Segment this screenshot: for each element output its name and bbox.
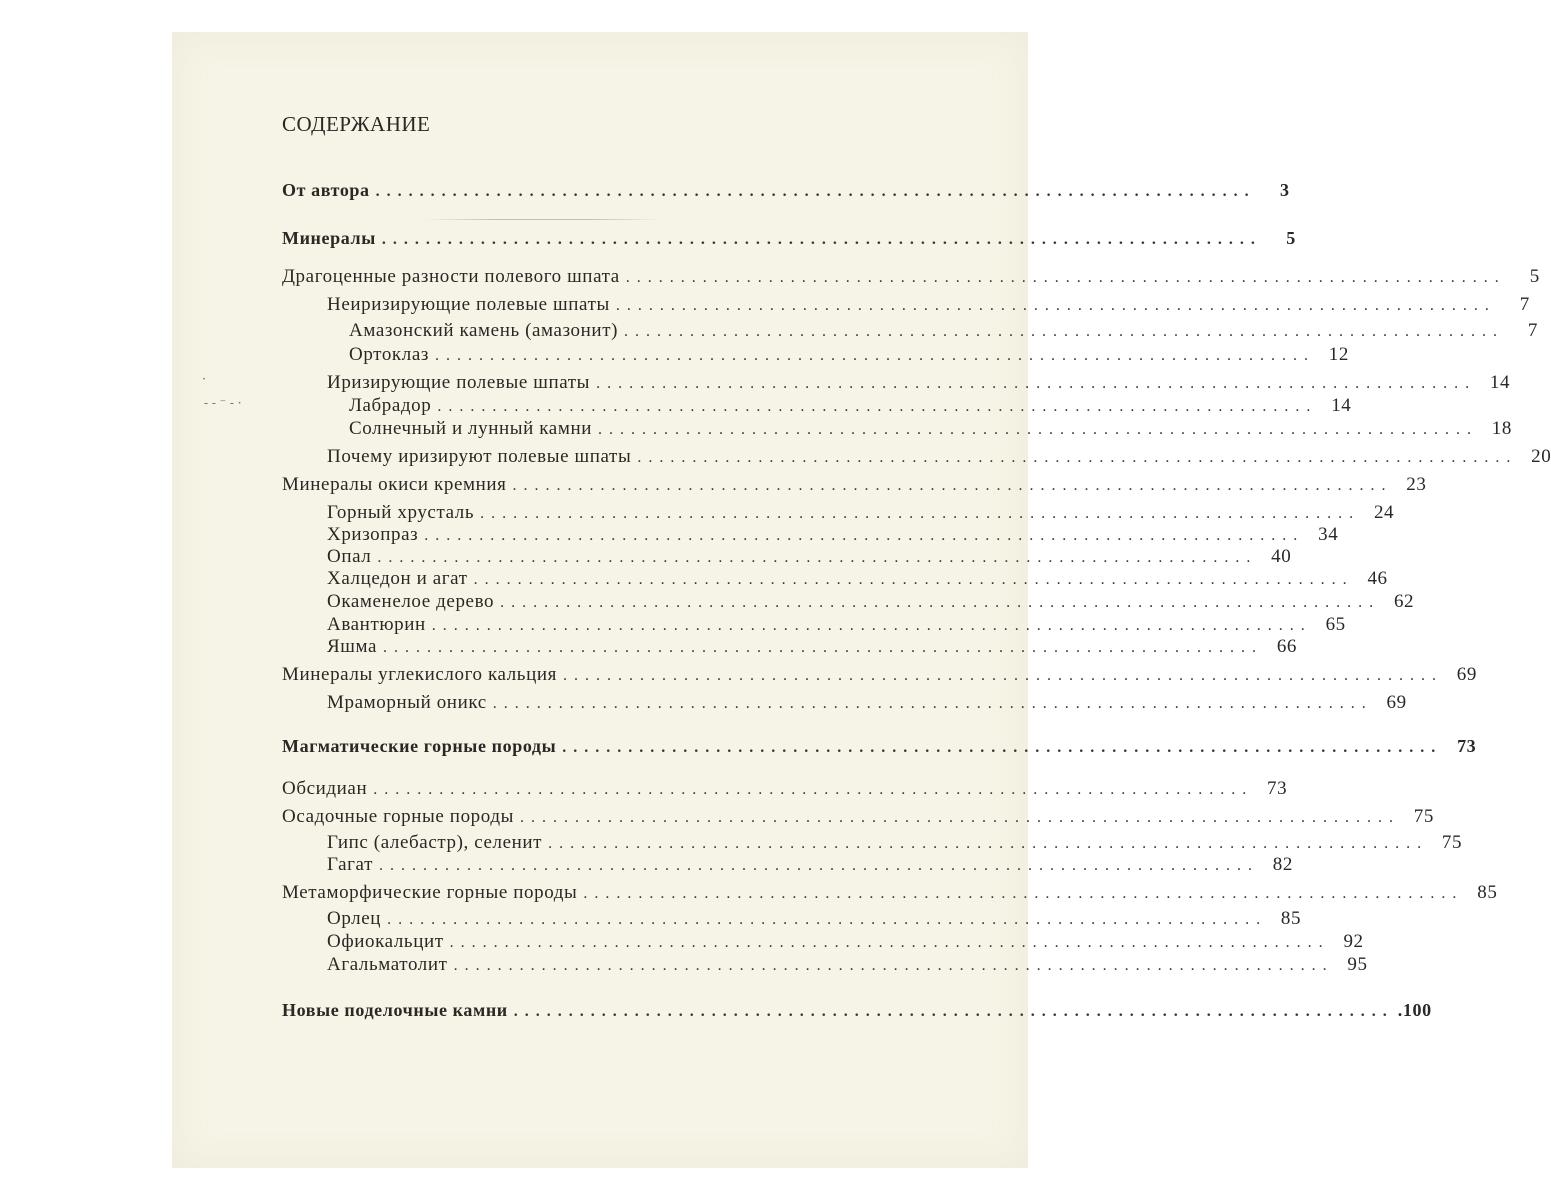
toc-entry-label: Хризопраз	[327, 524, 419, 545]
dot-leader: ................................................................................	[387, 911, 1268, 928]
toc-entry-label: Лабрадор	[349, 395, 432, 416]
dot-leader: ................................................................................	[512, 477, 1393, 494]
toc-entry-label: Минералы окиси кремния	[282, 474, 507, 495]
toc-entry	[327, 931, 1364, 953]
toc-entry	[327, 832, 1463, 854]
toc-entry-page: 65	[1325, 614, 1346, 635]
dot-leader: ................................................................................	[562, 667, 1443, 684]
toc-entry-label: Иризирующие полевые шпаты	[327, 372, 591, 393]
toc-entry-page: 66	[1276, 636, 1298, 657]
toc-entry	[327, 568, 1388, 590]
toc-entry-label: Офиокальцит	[327, 931, 444, 952]
stray-mark: ·	[202, 372, 206, 386]
toc-entry-page: 18	[1491, 418, 1512, 439]
toc-entry-page: 12	[1328, 344, 1349, 365]
toc-entry	[327, 636, 1298, 658]
toc-entry-label: Авантюрин	[327, 614, 426, 635]
toc-entry	[327, 692, 1407, 714]
toc-entry	[282, 778, 1288, 800]
toc-entry-label: Неиризирующие полевые шпаты	[327, 294, 610, 315]
toc-entry	[349, 395, 1352, 417]
toc-entry-label: Халцедон и агат	[327, 568, 468, 589]
toc-entry-label: Минералы углекислого кальция	[282, 664, 557, 685]
toc-entry	[282, 266, 1540, 288]
dot-leader: ................................................................................	[378, 857, 1259, 874]
dot-leader: ................................................................................	[492, 695, 1373, 712]
toc-entry-label: Почему иризируют полевые шпаты	[327, 446, 632, 467]
toc-entry	[349, 418, 1512, 440]
toc-entry-label: Гагат	[327, 854, 373, 875]
toc-entry-page: 23	[1406, 474, 1427, 495]
toc-entry-label: Магматические горные породы	[282, 736, 557, 756]
dot-leader: ................................................................................	[437, 398, 1318, 415]
toc-entry-label: Драгоценные разности полевого шпата	[282, 266, 620, 287]
toc-entry	[282, 882, 1498, 904]
toc-entry-page: 20	[1531, 446, 1551, 467]
toc-entry-page: 24	[1373, 502, 1395, 523]
toc-entry-label: Опал	[327, 546, 372, 567]
dot-leader: ................................................................................	[513, 1003, 1394, 1020]
toc-entry-label: Осадочные горные породы	[282, 806, 514, 827]
dot-leader: ................................................................................	[562, 739, 1443, 756]
dot-leader: ................................................................................	[598, 421, 1478, 438]
toc-entry	[282, 664, 1477, 686]
toc-entry	[282, 736, 1477, 757]
toc-entry-page: 82	[1272, 854, 1293, 875]
dot-leader: ................................................................................	[381, 231, 1262, 248]
toc-entry-page: 62	[1393, 591, 1415, 612]
dot-leader: ................................................................................	[377, 549, 1258, 566]
toc-entry	[327, 854, 1293, 876]
dot-leader: ................................................................................	[434, 347, 1315, 364]
dot-leader: ................................................................................	[375, 183, 1256, 200]
dot-leader: ................................................................................	[625, 269, 1506, 286]
toc-entry	[327, 954, 1368, 976]
toc-entry-page: 69	[1456, 664, 1477, 685]
toc-entry-label: Минералы	[282, 228, 376, 248]
toc-entry	[327, 502, 1395, 524]
toc-entry-page: 95	[1347, 954, 1368, 975]
toc-entry-label: Орлец	[327, 908, 382, 929]
dot-leader: ................................................................................	[480, 505, 1361, 522]
dot-leader: ................................................................................	[583, 885, 1464, 902]
toc-entry-page: 34	[1318, 524, 1339, 545]
dot-leader: ................................................................................	[637, 449, 1518, 466]
dot-leader: ................................................................................	[624, 323, 1505, 340]
book-page	[172, 32, 1551, 1168]
toc-entry	[282, 1000, 1432, 1021]
dot-leader: ................................................................................	[373, 781, 1254, 798]
dot-leader: ................................................................................	[449, 934, 1330, 951]
toc-entry	[349, 344, 1349, 366]
stray-mark: ‐ ‐ ⁻ ‐ ·	[204, 396, 242, 410]
toc-entry-page: 75	[1413, 806, 1434, 827]
toc-entry	[327, 546, 1292, 568]
toc-entry-label: Мраморный оникс	[327, 692, 487, 713]
toc-entry-label: Метаморфические горные породы	[282, 882, 578, 903]
toc-entry-label: От автора	[282, 180, 370, 200]
toc-entry	[282, 228, 1296, 249]
toc-entry-page: 73	[1457, 736, 1477, 756]
toc-entry	[327, 908, 1302, 930]
dot-leader: ................................................................................	[615, 297, 1496, 314]
toc-entry-page: 3	[1280, 180, 1290, 200]
dot-leader: ................................................................................	[431, 617, 1312, 634]
toc-entry-page: 5	[1529, 266, 1540, 287]
toc-entry	[327, 372, 1511, 394]
toc-entry-page: 85	[1280, 908, 1302, 929]
toc-entry-page: 7	[1527, 320, 1539, 341]
toc-entry-label: Новые поделочные камни	[282, 1000, 508, 1020]
toc-entry	[282, 806, 1434, 828]
dot-leader: ................................................................................	[519, 809, 1400, 826]
toc-entry-page: 7	[1519, 294, 1530, 315]
toc-entry-label: Солнечный и лунный камни	[349, 418, 592, 439]
toc-entry	[327, 524, 1339, 546]
toc-entry-page: .100	[1397, 1000, 1432, 1020]
toc-entry-label: Гипс (алебастр), селенит	[327, 832, 543, 853]
toc-entry-page: 92	[1343, 931, 1364, 952]
toc-entry-page: 40	[1271, 546, 1292, 567]
toc-entry	[327, 446, 1551, 468]
dot-leader: ................................................................................	[453, 957, 1334, 974]
toc-entry-page: 85	[1477, 882, 1498, 903]
toc-entry	[282, 180, 1290, 201]
dot-leader: ................................................................................	[383, 639, 1264, 656]
toc-entry	[327, 294, 1530, 316]
toc-entry	[327, 614, 1346, 636]
toc-entry-label: Ортоклаз	[349, 344, 429, 365]
dot-leader: ................................................................................	[473, 571, 1354, 588]
toc-entry-label: Горный хрусталь	[327, 502, 475, 523]
toc-title: СОДЕРЖАНИЕ	[282, 112, 431, 136]
toc-entry-page: 5	[1286, 228, 1296, 248]
toc-entry-page: 14	[1331, 395, 1352, 416]
toc-entry	[349, 320, 1539, 342]
divider	[422, 219, 662, 220]
toc-entry-page: 69	[1386, 692, 1407, 713]
toc-entry-label: Обсидиан	[282, 778, 368, 799]
toc-entry-label: Амазонский камень (амазонит)	[349, 320, 619, 341]
toc-entry-page: 46	[1367, 568, 1388, 589]
toc-entry-label: Агальматолит	[327, 954, 448, 975]
toc-entry-label: Яшма	[327, 636, 378, 657]
dot-leader: ................................................................................	[548, 835, 1429, 852]
dot-leader: ................................................................................	[424, 527, 1305, 544]
toc-entry	[282, 474, 1427, 496]
toc-entry-page: 75	[1441, 832, 1463, 853]
toc-entry-page: 73	[1267, 778, 1288, 799]
dot-leader: ................................................................................	[500, 594, 1381, 611]
toc-entry	[327, 591, 1415, 613]
toc-entry-page: 14	[1489, 372, 1511, 393]
dot-leader: ................................................................................	[596, 375, 1477, 392]
toc-entry-label: Окаменелое дерево	[327, 591, 495, 612]
